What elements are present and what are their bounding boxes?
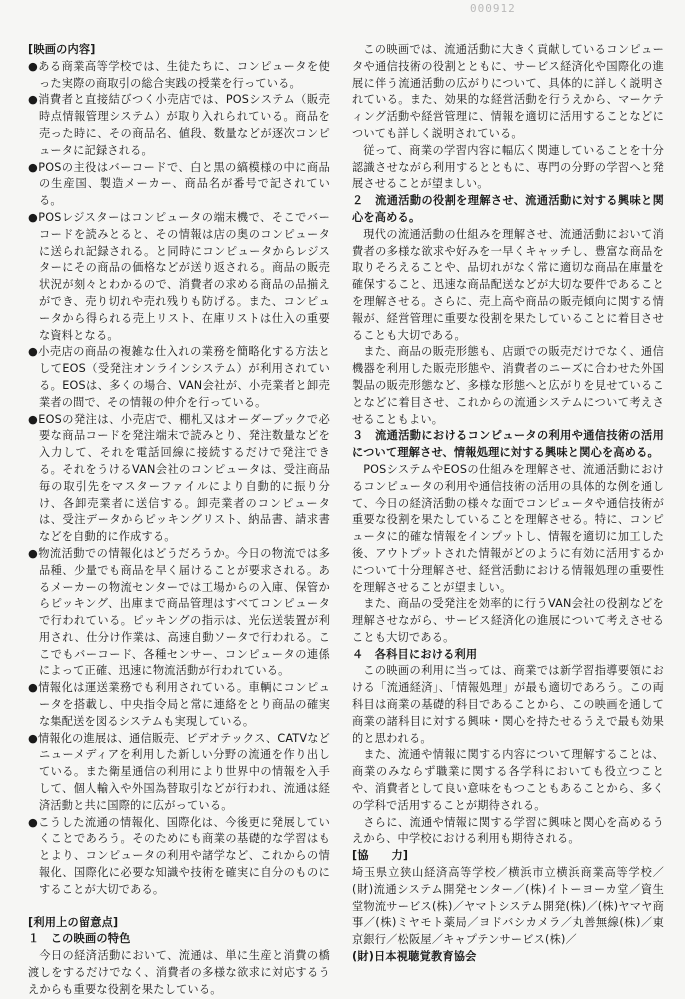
content-bullet: ●物流活動での情報化はどうだろうか。今日の物流では多品種、少量でも商品を早く届けることが要求される。あるメーカーの物流センターでは工場からの入庫、保管からピッキング、出庫まで商品管理はすべてコンピュータで行われている。ピッキングの指示は、光伝送装置が利用され、仕分け作業は、高速自動ソータで行われる。ここでもバーコード、各種センサー、コンピュータの連係によって正確、迅速に物流活動が行われている。 bbox=[28, 546, 330, 678]
cooperation-list: 埼玉県立狭山経済高等学校／横浜市立横浜商業高等学校／(財)流通システム開発センター／(株)イトーヨーカ堂／資生堂物流サービス(株)／ヤマトシステム開発(株)／(株)ヤマヤ商事／(株)ミヤモト薬局／ヨドバシカメラ／丸善無線(株)／東京銀行／松阪屋／キャプテンサービス(株)／ bbox=[352, 866, 664, 947]
section-title-usage-notes: [利用上の留意点] bbox=[28, 915, 119, 929]
page-number: 000912 bbox=[470, 2, 516, 15]
content-bullet: ●POSの主役はバーコードで、白と黒の縞模様の中に商品の生産国、製造メーカー、商品名が番号で記されている。 bbox=[28, 160, 330, 208]
content-bullet: ●消費者と直接結びつく小売店では、POSシステム（販売時点情報管理システム）が取り入れられている。商品を売った時に、その商品名、値段、数量などが逐次コンピュータに記録される。 bbox=[28, 93, 330, 157]
content-bullet: ●小売店の商品の複雑な仕入れの業務を簡略化する方法としてEOS（受発注オンラインシステム）が利用されている。EOSは、多くの場合、VAN会社が、小売業者と卸売業者の間で、その情報の仲介を行っている。 bbox=[28, 345, 330, 409]
right-column bbox=[352, 42, 664, 966]
subsection-title-computer-use: ３ 流通活動におけるコンピュータの利用や通信技術の活用について理解させ、情報処理に対する興味と関心を高める。 bbox=[352, 429, 664, 460]
paragraph: この映画の利用に当っては、商業では新学習指導要領における「流通経済」、「情報処理」が最も適切であろう。この両科目は商業の基礎的科目であることから、この映画を通して商業の諸科目に対する興味・関心を持たせるうえで最も効果的と思われる。 bbox=[352, 664, 664, 745]
paragraph: また、商品の受発注を効率的に行うVAN会社の役割などを理解させながら、サービス経済化の進展について考えさせることも大切である。 bbox=[352, 597, 664, 644]
paragraph: また、商品の販売形態も、店頭での販売だけでなく、通信機器を利用した販売形態や、消費者のニーズに合わせた外国製品の販売形態など、多様な形態へと広がりを見せていることなどに着目させ、これからの流通システムについて考えさせることもよい。 bbox=[352, 345, 664, 426]
subsection-title-role: ２ 流通活動の役割を理解させ、流通活動に対する興味と関心を高める。 bbox=[352, 194, 664, 224]
section-title-content: [映画の内容] bbox=[28, 43, 96, 56]
subsection-title-features: １ この映画の特色 bbox=[28, 932, 131, 946]
paragraph: さらに、流通や情報に関する学習に興味と関心を高めるうえから、中学校における利用も期待される。 bbox=[352, 815, 664, 846]
paragraph: この映画では、流通活動に大きく貢献しているコンピュータや通信技術の役割とともに、サービス経済化や国際化の進展に伴う流通活動の広がりについて、具体的に詳しく説明されている。また、効果的な経営活動を行うえから、マーケティング活動や経営管理に、情報を適切に活用することなどについても詳しく説明されている。 bbox=[352, 43, 664, 140]
paragraph: 現代の流通活動の仕組みを理解させ、流通活動において消費者の多様な欲求や好みを一早くキャッチし、豊富な商品を取りそろえることや、品切れがなく常に適切な商品在庫量を確保すること、迅速な商品配送などが大切な要件であることを理解させる。さらに、売上高や商品の販売傾向に関する情報が、経営管理に重要な役割を果たしていることに着目させることも大切である。 bbox=[352, 227, 664, 342]
content-bullet: ●POSレジスターはコンピュータの端末機で、そこでバーコードを読みとると、その情報は店の奥のコンピュータに送られ記録される。と同時にコンピュータからレジスターにその商品の価格などが送り返される。商品の販売状況が刻々とわかるので、消費者の求める商品の品揃えができ、売り切れや売れ残りも防げる。また、コンピュータから得られる売上リスト、在庫リストは仕入の重要な資料となる。 bbox=[28, 210, 330, 342]
content-bullet: ●こうした流通の情報化、国際化は、今後更に発展していくことであろう。そのためにも商業の基礎的な学習はもとより、コンピュータの利用や諸学など、これからの情報化、国際化に必要な知識や技術を確実に自分のものにすることが大切である。 bbox=[28, 815, 330, 896]
paragraph: POSシステムやEOSの仕組みを理解させ、流通活動におけるコンピュータの利用や通信技術の活用の具体的な例を通して、今日の経済活動の様々な面でコンピュータや通信技術が重要な役割を果たしていることを理解させる。特に、コンピュータに的確な情報をインプットし、情報を適切に加工した後、アウトプットされた情報がどのように有効に活用するかについて十分理解させ、経営活動における情報処理の重要性を理解させることが望ましい。 bbox=[352, 462, 664, 594]
content-bullet: ●情報化は運送業務でも利用されている。車輌にコンピュータを搭載し、中央指令局と常に連絡をとり商品の確実な集配送を図るシステムも実現している。 bbox=[28, 681, 330, 728]
section-spacer bbox=[28, 899, 330, 915]
cooperation-title: [協 力] bbox=[352, 849, 409, 863]
content-bullet: ●ある商業高等学校では、生徒たちに、コンピュータを使った実際の商取引の総合実践の授業を行っている。 bbox=[28, 59, 330, 90]
subsection-title-subjects: ４ 各科目における利用 bbox=[352, 647, 478, 661]
paragraph: 今日の経済活動において、流通は、単に生産と消費の橋渡しをするだけでなく、消費者の多様な欲求に対応するうえからも重要な役割を果たしている。 bbox=[28, 949, 330, 996]
content-bullet: ●EOSの発注は、小売店で、棚札又はオーダーブックで必要な商品コードを発注端末で読みとり、発注数量などを入力して、それを電話回線に接続するだけで発注できる。それをうけるVAN会社のコンピュータは、受注商品毎の取引先をマスターファイルにより自動的に振り分け、各卸売業者に送信する。卸売業者のコンピュータは、受注データからピッキングリスト、納品書、請求書などを自動的に作成する。 bbox=[28, 412, 330, 544]
paragraph: また、流通や情報に関する内容について理解することは、商業のみならず職業に関する各学科においても役立つことや、消費者として良い意味をもつこともあることから、多くの学科で活用することが期待される。 bbox=[352, 748, 664, 812]
content-bullet: ●情報化の進展は、通信販売、ビデオテックス、CATVなどニューメディアを利用した新しい分野の流通を作り出している。また衛星通信の利用により世界中の情報を入手して、個人輸入や外国為替取引などが行われ、流通は経済活動と共に国際的に広がっている。 bbox=[28, 731, 330, 812]
paragraph: 従って、商業の学習内容に幅広く関連していることを十分認識させながら利用するとともに、専門の分野の学習へと発展させることが望ましい。 bbox=[352, 143, 664, 191]
organization-name: (財)日本視聴覚教育協会 bbox=[352, 950, 477, 964]
left-column bbox=[28, 42, 330, 999]
